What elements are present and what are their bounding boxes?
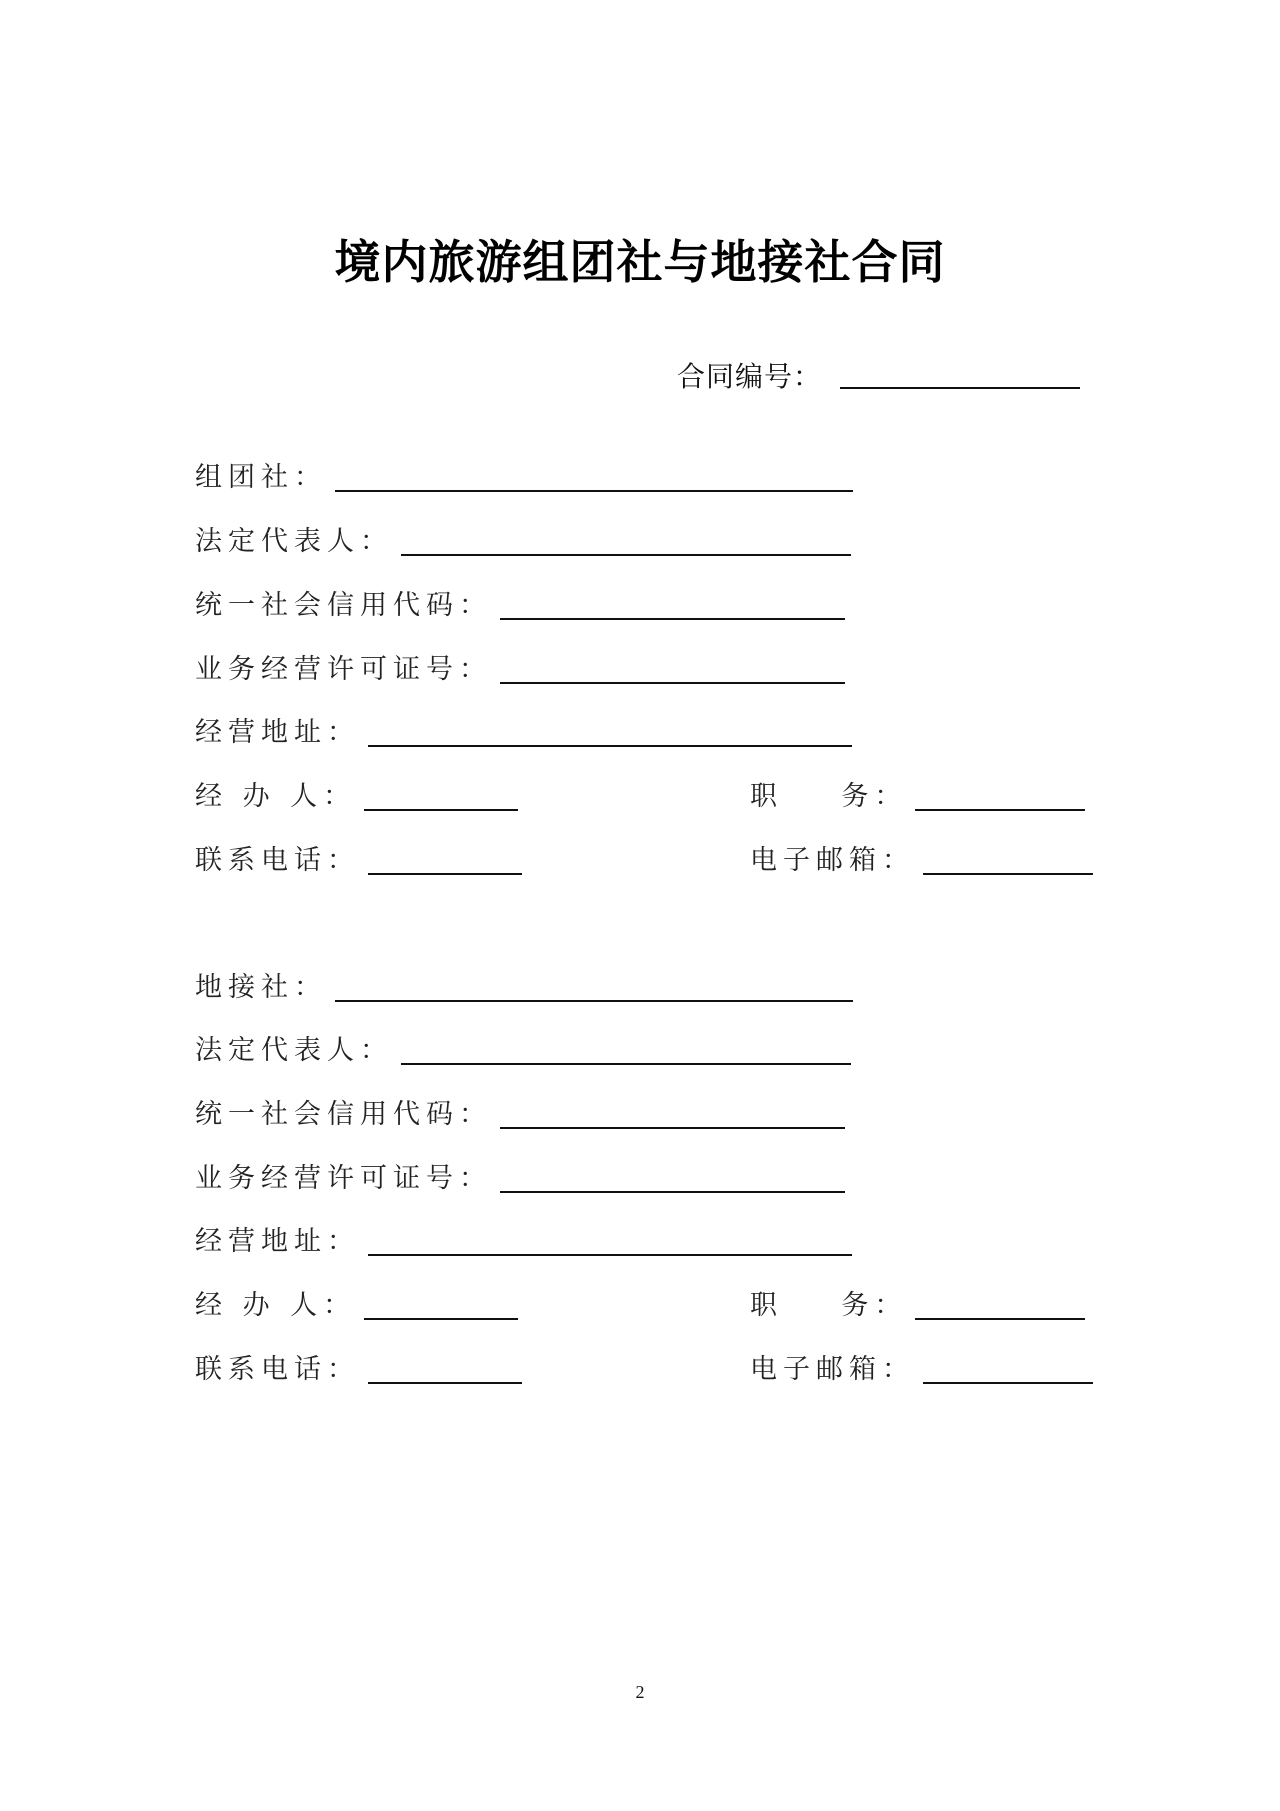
organizing-legal-rep-row <box>195 522 851 562</box>
organizing-credit-code-field[interactable] <box>500 617 845 620</box>
field-label: 经 办 人： <box>195 781 357 812</box>
contract-number-row <box>677 355 1080 395</box>
field-label: 经营地址： <box>195 1226 360 1257</box>
page-number: 2 <box>635 1682 645 1702</box>
organizing-agency-name-row <box>195 458 853 498</box>
field-label: 职 务： <box>750 781 908 812</box>
document-title: 境内旅游组团社与地接社合同 <box>334 235 946 289</box>
receiving-credit-code-row <box>195 1095 845 1135</box>
organizing-phone-row <box>195 841 522 881</box>
field-label: 职 务： <box>750 1290 908 1321</box>
receiving-address-field[interactable] <box>368 1253 852 1256</box>
field-label: 法定代表人： <box>195 526 393 557</box>
contract-number-field[interactable] <box>840 386 1080 389</box>
organizing-phone-field[interactable] <box>368 872 522 875</box>
organizing-legal-rep-field[interactable] <box>401 553 851 556</box>
receiving-credit-code-field[interactable] <box>500 1126 845 1129</box>
organizing-email-field[interactable] <box>923 872 1093 875</box>
organizing-credit-code-row <box>195 586 845 626</box>
receiving-legal-rep-field[interactable] <box>401 1062 851 1065</box>
organizing-address-row <box>195 713 852 753</box>
receiving-agency-name-field[interactable] <box>335 999 853 1002</box>
organizing-email-row <box>750 841 1093 881</box>
receiving-agency-name-row <box>195 968 853 1008</box>
receiving-license-no-row <box>195 1159 845 1199</box>
receiving-handler-field[interactable] <box>364 1317 518 1320</box>
receiving-email-row <box>750 1350 1093 1390</box>
organizing-handler-field[interactable] <box>364 808 518 811</box>
organizing-position-row <box>750 777 1085 817</box>
receiving-address-row <box>195 1222 852 1262</box>
receiving-position-row <box>750 1286 1085 1326</box>
field-label: 组团社： <box>195 462 327 493</box>
receiving-phone-row <box>195 1350 522 1390</box>
receiving-phone-field[interactable] <box>368 1381 522 1384</box>
field-label: 统一社会信用代码： <box>195 1099 492 1130</box>
field-label: 电子邮箱： <box>750 845 915 876</box>
organizing-handler-row <box>195 777 518 817</box>
field-label: 联系电话： <box>195 1354 360 1385</box>
field-label: 经营地址： <box>195 717 360 748</box>
field-label: 地接社： <box>195 972 327 1003</box>
field-label: 业务经营许可证号： <box>195 1163 492 1194</box>
organizing-address-field[interactable] <box>368 744 852 747</box>
organizing-position-field[interactable] <box>915 808 1085 811</box>
receiving-legal-rep-row <box>195 1031 851 1071</box>
receiving-email-field[interactable] <box>923 1381 1093 1384</box>
organizing-license-no-field[interactable] <box>500 681 845 684</box>
field-label: 联系电话： <box>195 845 360 876</box>
field-label: 经 办 人： <box>195 1290 357 1321</box>
field-label: 业务经营许可证号： <box>195 654 492 685</box>
field-label: 电子邮箱： <box>750 1354 915 1385</box>
field-label: 统一社会信用代码： <box>195 590 492 621</box>
organizing-license-no-row <box>195 650 845 690</box>
receiving-position-field[interactable] <box>915 1317 1085 1320</box>
receiving-license-no-field[interactable] <box>500 1190 845 1193</box>
field-label: 法定代表人： <box>195 1035 393 1066</box>
contract-number-label: 合同编号： <box>677 360 823 393</box>
organizing-agency-name-field[interactable] <box>335 489 853 492</box>
receiving-handler-row <box>195 1286 518 1326</box>
